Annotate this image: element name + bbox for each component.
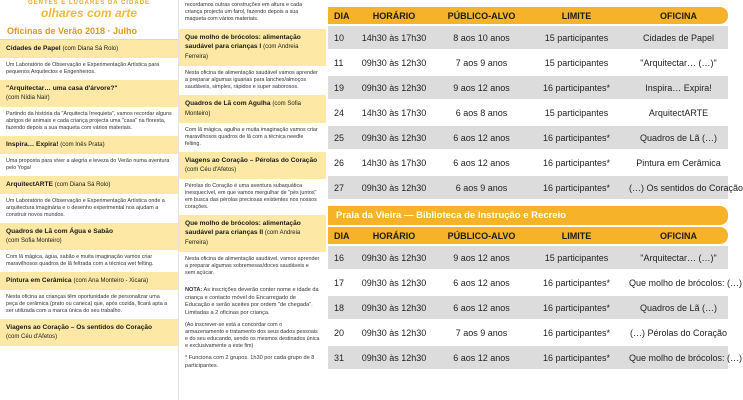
cell-limite: 15 participantes [544, 107, 609, 118]
workshop-instructor: (com Andreia Ferreira) [185, 230, 301, 246]
cell-dia: 25 [334, 132, 345, 143]
schedule-panel [328, 0, 743, 400]
cell-dia: 26 [334, 157, 345, 168]
workshop-item [179, 95, 326, 152]
schedule-row [328, 126, 728, 149]
note-label: NOTA: [185, 287, 203, 293]
cell-oficina: Quadros de Lã (…) [639, 302, 718, 313]
cell-oficina: ArquitectARTE [648, 107, 709, 118]
cell-dia: 18 [334, 302, 345, 313]
cell-oficina: (…) Os sentidos do Coração [629, 182, 743, 193]
cell-horario: 14h30 às 17h30 [361, 32, 427, 43]
cell-horario: 09h30 às 12h30 [361, 302, 427, 313]
workshop-title [0, 80, 178, 107]
workshop-item [179, 29, 326, 95]
workshop-item [0, 40, 178, 80]
brand-logo [0, 0, 178, 22]
cell-dia: 24 [334, 107, 345, 118]
group-footnote: * Funciona com 2 grupos. 1h30 por cada grupo de 8 participantes. [185, 355, 315, 369]
cell-limite: 16 participantes* [542, 277, 611, 288]
cell-publico: 6 aos 12 anos [453, 132, 510, 143]
header-horario: HORÁRIO [372, 10, 416, 21]
workshop-item [0, 223, 178, 272]
cell-publico: 6 aos 9 anos [455, 182, 508, 193]
workshop-description: Nesta oficina de alimentação saudável, vamos aprender a preparar algumas sobremesas/doces saudáveis e sem açúcar. [185, 256, 320, 276]
cell-oficina: Que molho de brócolos: (…) [629, 277, 743, 288]
schedule-row [328, 76, 728, 99]
workshop-instructor: (com Diana Sá Rolo) [54, 182, 111, 188]
schedule-row [328, 51, 728, 74]
cell-publico: 6 aos 12 anos [453, 277, 510, 288]
cell-dia: 19 [334, 82, 345, 93]
header-publico: PÚBLICO-ALVO [447, 10, 516, 21]
schedule-row [328, 346, 743, 369]
header-oficina: OFICINA [660, 10, 697, 21]
schedule-row [328, 101, 728, 124]
brand-tagline: GENTES E LUGARES DA CIDADE [27, 0, 151, 6]
workshop-item [179, 152, 326, 215]
workshop-description: Um Laboratório de Observação e Experimentação Artística onde a arquitectura imaginária e o desenho experimental nos ajudam a construir novos mundos. [6, 198, 165, 218]
section-title: Oficinas de Verão 2018 · Julho [0, 22, 178, 40]
cell-dia: 20 [334, 327, 345, 338]
cell-oficina: "Arquitectar… (…)" [640, 252, 717, 263]
schedule-row [328, 151, 728, 174]
cell-oficina: Que molho de brócolos: (…) [629, 352, 743, 363]
cell-horario: 09h30 às 12h30 [361, 82, 427, 93]
cell-limite: 16 participantes* [542, 327, 611, 338]
cell-oficina: Cidades de Papel [642, 32, 715, 43]
workshop-item [179, 215, 326, 281]
cell-horario: 09h30 às 12h30 [361, 132, 427, 143]
cell-dia: 31 [334, 352, 345, 363]
workshop-name: Viagens ao Coração – Pérolas do Coração [185, 157, 318, 164]
cell-limite: 16 participantes* [542, 82, 611, 93]
location-title: Praia da Vieira — Biblioteca de Instrução e Recreio [328, 206, 728, 225]
workshop-name: Quadros de Lã com Água e Sabão [6, 228, 113, 235]
cell-publico: 9 aos 12 anos [453, 252, 510, 263]
workshop-title [179, 215, 326, 252]
workshop-item [0, 80, 178, 136]
header-dia: DIA [334, 10, 350, 21]
header-limite: LIMITE [561, 10, 592, 21]
schedule-row [328, 271, 743, 294]
workshop-title [0, 272, 178, 290]
cell-publico: 7 aos 9 anos [455, 327, 508, 338]
cell-limite: 16 participantes* [542, 157, 611, 168]
cell-oficina: (…) Pérolas do Coração [629, 327, 728, 338]
workshop-instructor: (com Céu d'Afetos) [6, 334, 58, 340]
workshop-title [0, 136, 178, 154]
workshop-name: Viagens ao Coração – Os sentidos do Coração [6, 324, 153, 331]
cell-dia: 27 [334, 182, 345, 193]
left-column [0, 0, 178, 400]
workshop-description: Pérolas do Coração é uma aventura subaquática inesquecível, em que vamos mergulhar de "pés juntos" em busca das pérolas preciosas existentes nos nossos corações. [185, 183, 317, 210]
cell-limite: 16 participantes* [542, 182, 611, 193]
schedule-row [328, 321, 728, 344]
cell-dia: 17 [334, 277, 345, 288]
cell-horario: 09h30 às 12h30 [361, 277, 427, 288]
workshop-title [179, 95, 326, 123]
cell-horario: 09h30 às 12h30 [361, 182, 427, 193]
workshop-description: Um Laboratório de Observação e Experimentação Artística para pequenos Arquitectos e Engenheiros. [6, 62, 160, 75]
cell-oficina: Inspira… Expira! [645, 82, 712, 93]
registration-note [179, 281, 326, 317]
cell-oficina: Quadros de Lã (…) [639, 132, 718, 143]
cell-limite: 16 participantes* [542, 352, 611, 363]
schedule-row [328, 246, 728, 269]
workshop-name: "Arquitectar… uma casa d'árvore?" [6, 85, 118, 92]
workshop-description: Com lã mágica, agulha e muita imaginação vamos criar maravilhosos quadros de lã com a técnica needle felting. [185, 127, 318, 147]
header-dia: DIA [334, 230, 350, 241]
workshop-item [0, 136, 178, 176]
workshop-title [0, 223, 178, 250]
cell-horario: 14h30 às 17h30 [361, 107, 427, 118]
schedule-row [328, 26, 728, 49]
workshop-instructor: (com Ana Monteiro - Xicara) [73, 278, 149, 284]
workshop-title [179, 152, 326, 179]
cell-publico: 6 aos 12 anos [453, 157, 510, 168]
cell-dia: 11 [334, 57, 344, 68]
workshop-name: Que molho de brócolos: alimentação saudável para crianças I [185, 34, 301, 50]
cell-oficina: Pintura em Cerâmica [636, 157, 721, 168]
workshop-item [0, 319, 178, 346]
workshop-description: Nesta oficina as crianças têm oportunidade de personalizar uma peça de cerâmica (prato ou caneca) que, após cozida, ficará apta a ser utilizada com a marca única do seu trabalho. [6, 294, 168, 314]
workshop-item [0, 272, 178, 319]
cell-publico: 6 aos 12 anos [453, 302, 510, 313]
schedule-row [328, 176, 743, 199]
cell-limite: 16 participantes* [542, 132, 611, 143]
cell-horario: 09h30 às 12h30 [361, 352, 427, 363]
workshop-name: Que molho de brócolos: alimentação saudável para crianças II [185, 220, 301, 236]
workshop-description: Partindo da história da "Arquitecta Irrequieta", vamos recordar alguns abrigos de animais e cada criança projecta uma "casa" na floresta, fazendo depois a sua maqueta com vários materiais. [6, 111, 172, 131]
workshop-instructor: (com Sofia Monteiro) [6, 238, 62, 244]
workshop-name: Cidades de Papel [6, 45, 61, 52]
cell-horario: 09h30 às 12h30 [361, 252, 427, 263]
workshop-description-continued: recordamos outras construções em altura e cada criança projecta um farol, fazendo depois a sua maqueta com vários materiais. [185, 2, 303, 22]
header-limite: LIMITE [561, 230, 592, 241]
brand-wordmark: olhares com arte [40, 6, 138, 20]
schedule-header-row [328, 227, 728, 244]
cell-publico: 7 aos 9 anos [455, 57, 508, 68]
cell-publico: 8 aos 10 anos [453, 32, 510, 43]
cell-horario: 14h30 às 17h30 [361, 157, 427, 168]
schedule-table-1 [328, 26, 743, 199]
workshop-instructor: (com Andreia Ferreira) [185, 44, 299, 60]
workshop-instructor: (com Nídia Nair) [6, 95, 50, 101]
workshop-instructor: (com Diana Sá Rolo) [62, 46, 119, 52]
schedule-table-2 [328, 246, 743, 369]
workshop-name: Pintura em Cerâmica [6, 277, 72, 284]
cell-limite: 16 participantes* [542, 302, 611, 313]
workshop-description: Uma proposta para viver a alegria e leveza do Verão numa aventura pelo Yoga! [6, 158, 170, 171]
workshop-name: Inspira… Expira! [6, 141, 59, 148]
workshop-title [0, 319, 178, 346]
cell-horario: 09h30 às 12h30 [361, 327, 427, 338]
workshop-title [0, 40, 178, 58]
cell-horario: 09h30 às 12h30 [361, 57, 427, 68]
header-oficina: OFICINA [660, 230, 697, 241]
note-text: As inscrições deverão conter nome e idade da criança e contacto móvel do Encarregado de Educação e serão aceites por ordem "de chegada". Limitadas a 2 oficinas por criança. [185, 287, 319, 316]
workshop-description: Nesta oficina de alimentação saudável vamos aprender a preparar algumas iguarias para lanches/almoços saudáveis, simples, rápidos e super saborosos. [185, 70, 318, 90]
workshop-instructor: (com Céu d'Afetos) [185, 167, 237, 173]
workshop-name: Quadros de Lã com Agulha [185, 100, 271, 107]
cell-publico: 6 aos 12 anos [453, 352, 510, 363]
cell-limite: 15 participantes [544, 252, 609, 263]
cell-dia: 10 [334, 32, 345, 43]
workshop-instructor: (com Sofia Monteiro) [185, 101, 302, 117]
schedule-row [328, 296, 728, 319]
workshop-name: ArquitectARTE [6, 181, 53, 188]
privacy-consent-note: (Ao inscrever-se está a concordar com o armazenamento e tratamento dos seus dados pessoais e do seu educando, sendo os mesmos destinados única e exclusivamente a este fim) [185, 322, 320, 349]
header-horario: HORÁRIO [372, 230, 416, 241]
cell-publico: 6 aos 8 anos [455, 107, 508, 118]
workshop-item [0, 176, 178, 223]
schedule-header-row [328, 7, 728, 24]
cell-oficina: "Arquitectar… (…)" [640, 57, 717, 68]
cell-dia: 16 [334, 252, 345, 263]
cell-limite: 15 participantes [544, 57, 609, 68]
middle-column [178, 0, 326, 400]
header-publico: PÚBLICO-ALVO [447, 230, 516, 241]
workshop-description: Com lã mágica, água, sabão e muita imaginação vamos criar maravilhosos quadros de lã feltrada com a técnica wet felting. [6, 254, 154, 267]
workshop-title [179, 29, 326, 66]
cell-limite: 15 participantes [544, 32, 609, 43]
cell-publico: 9 aos 12 anos [453, 82, 510, 93]
workshop-title [0, 176, 178, 194]
workshop-instructor: (com Inês Prata) [60, 142, 105, 148]
